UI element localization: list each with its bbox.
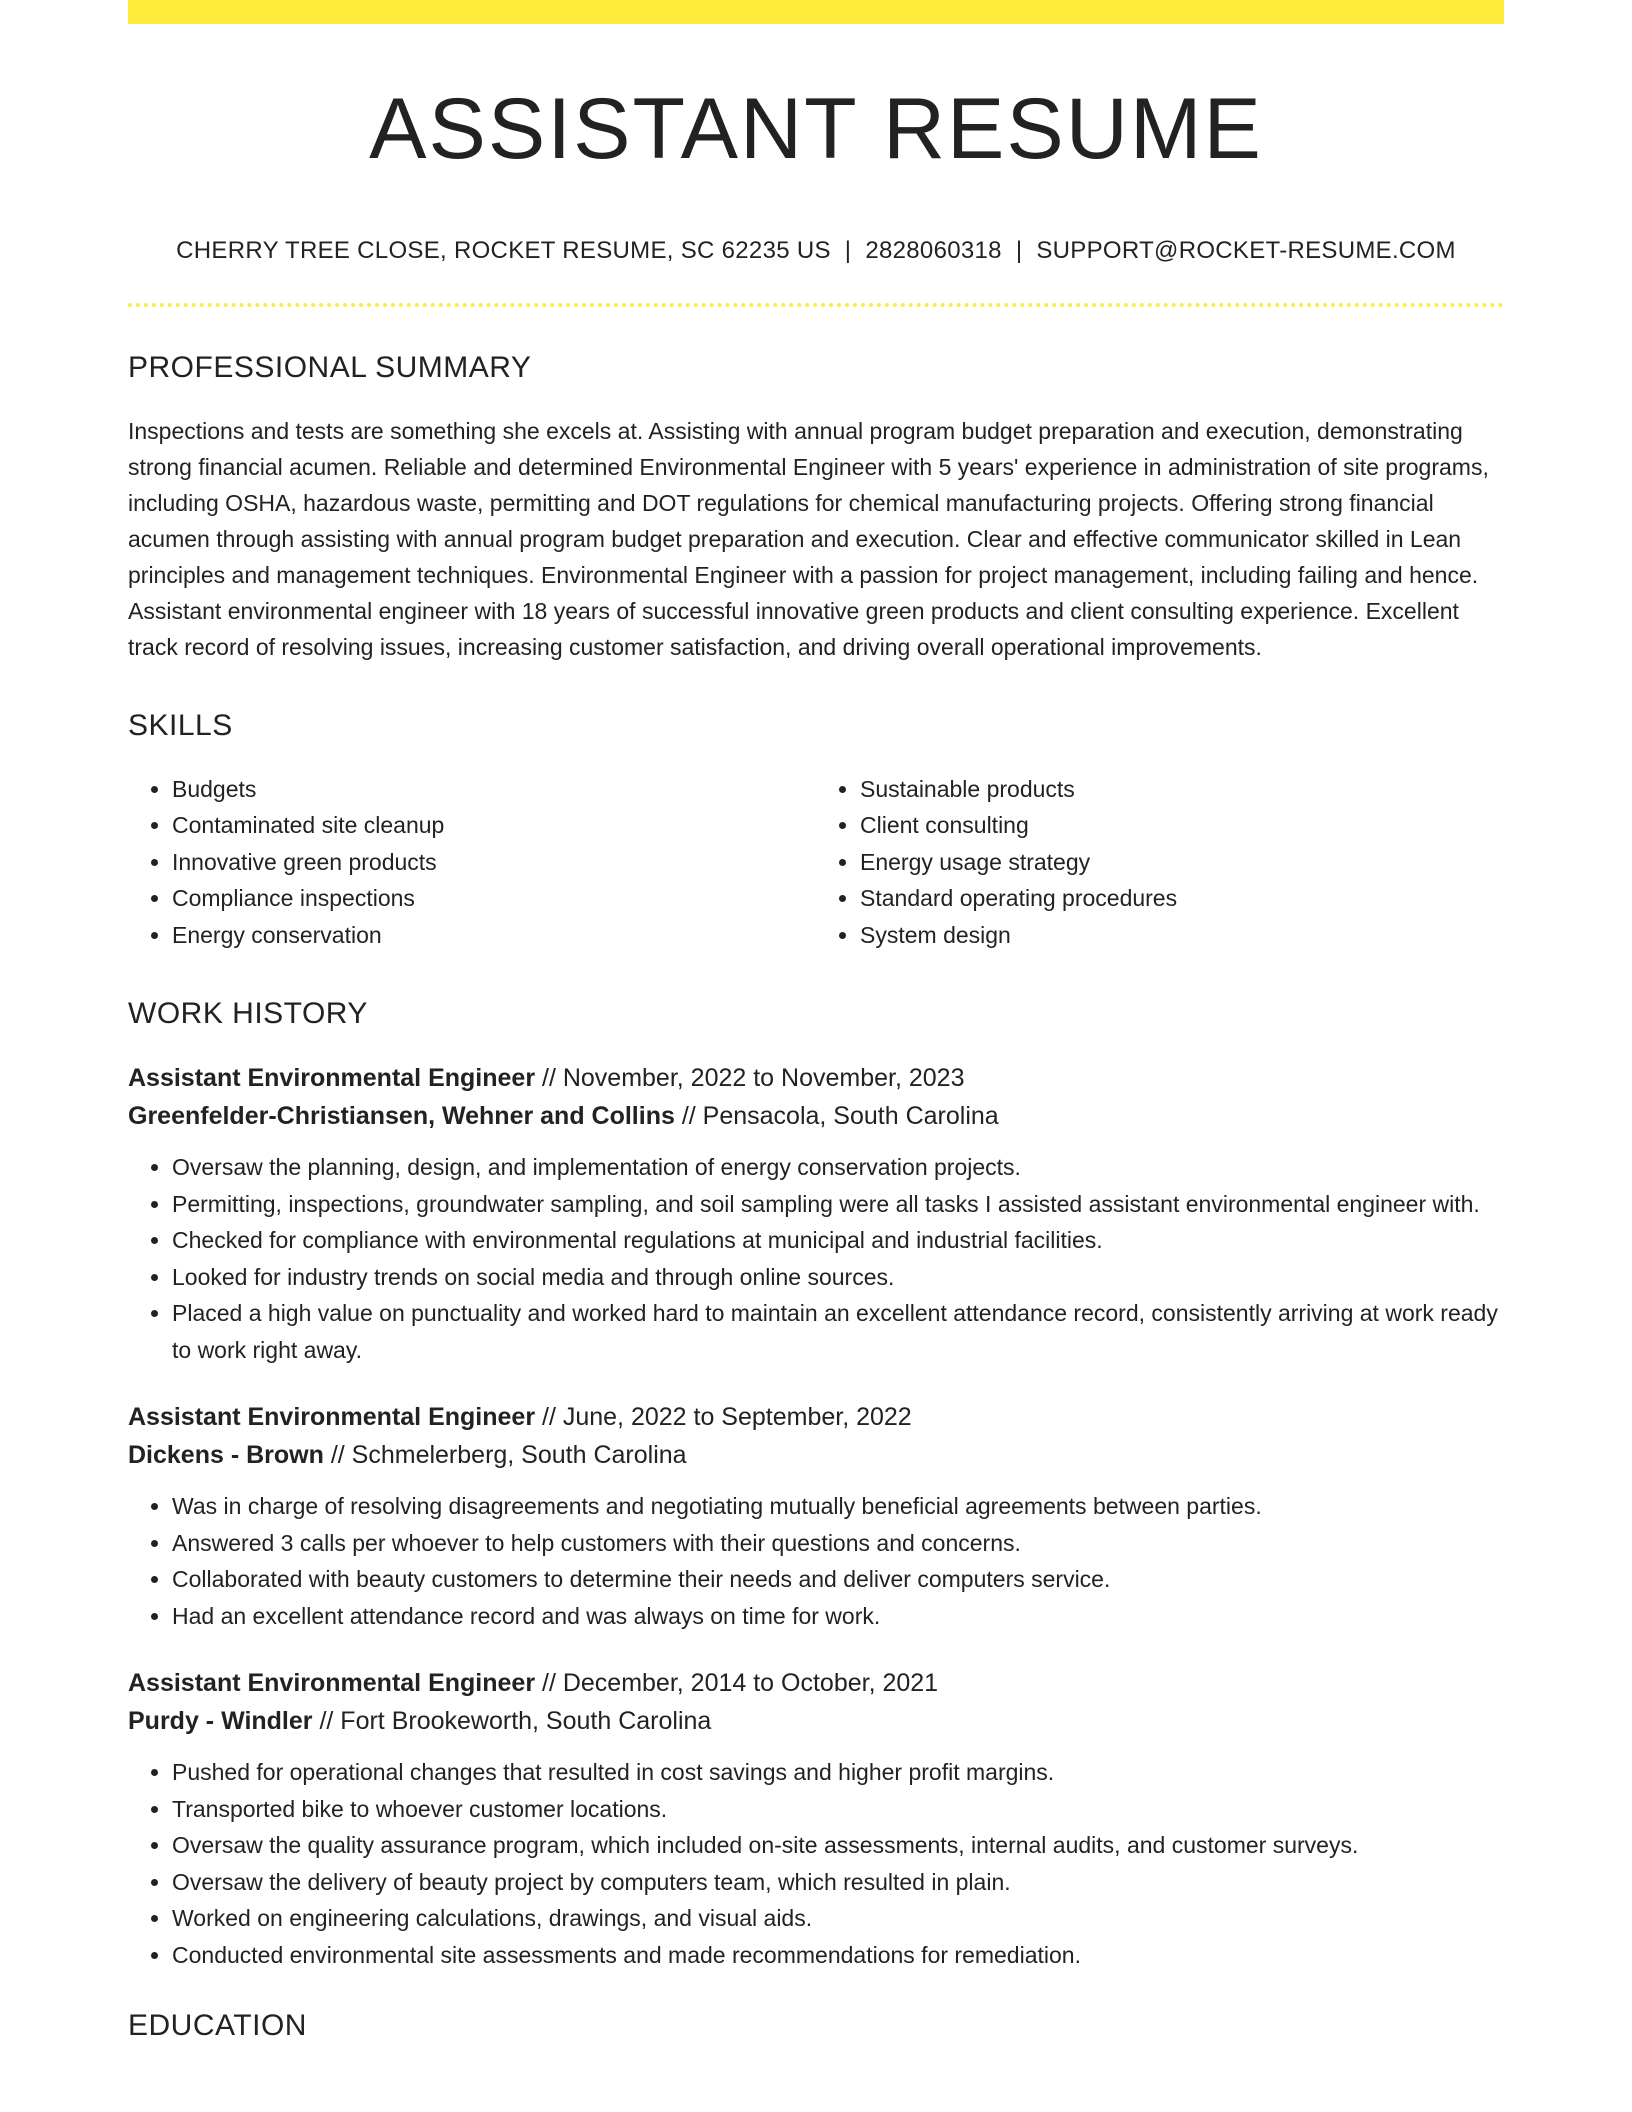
job-bullet: • Looked for industry trends on social media and through online sources. <box>172 1259 1504 1296</box>
resume-page <box>128 0 1504 2043</box>
job-company-line <box>128 1436 1504 1474</box>
contact-phone: 2828060318 <box>865 236 1002 264</box>
job-company: Purdy - Windler <box>128 1707 313 1736</box>
job-bullet: • Transported bike to whoever customer locations. <box>172 1791 1504 1828</box>
contact-email: SUPPORT@ROCKET-RESUME.COM <box>1036 236 1456 264</box>
job-dates: // December, 2014 to October, 2021 <box>542 1669 939 1698</box>
skill-item: • Energy usage strategy <box>860 844 1504 881</box>
skill-item: • System design <box>860 917 1504 954</box>
job-location: // Schmelerberg, South Carolina <box>330 1441 687 1470</box>
education-heading: EDUCATION <box>128 2009 307 2043</box>
job-title-line <box>128 1664 1504 1702</box>
contact-separator: | <box>844 236 852 264</box>
skill-item: • Contaminated site cleanup <box>172 807 816 844</box>
summary-heading: PROFESSIONAL SUMMARY <box>128 350 532 384</box>
skills-column-right <box>816 771 1504 954</box>
job-bullet: • Oversaw the delivery of beauty project by computers team, which resulted in plain. <box>172 1864 1504 1901</box>
work-history-heading: WORK HISTORY <box>128 997 368 1031</box>
job-bullet: • Permitting, inspections, groundwater sampling, and soil sampling were all tasks I assisted assistant environmental engineer with. <box>172 1186 1504 1223</box>
job-company: Greenfelder-Christiansen, Wehner and Collins <box>128 1102 675 1131</box>
job-bullets <box>128 1754 1504 1973</box>
skills-heading: SKILLS <box>128 708 233 742</box>
job-entry <box>128 1664 1504 1973</box>
job-title: Assistant Environmental Engineer <box>128 1403 536 1432</box>
skill-item: • Budgets <box>172 771 816 808</box>
job-bullet: • Conducted environmental site assessments and made recommendations for remediation. <box>172 1937 1504 1974</box>
job-title: Assistant Environmental Engineer <box>128 1669 536 1698</box>
dotted-divider <box>128 303 1504 307</box>
job-title-line <box>128 1398 1504 1436</box>
job-location: // Fort Brookeworth, South Carolina <box>319 1707 712 1736</box>
job-bullet: • Oversaw the planning, design, and implementation of energy conservation projects. <box>172 1149 1504 1186</box>
job-title-line <box>128 1059 1504 1097</box>
job-company-line <box>128 1097 1504 1135</box>
job-bullets <box>128 1488 1504 1634</box>
job-bullet: • Collaborated with beauty customers to determine their needs and deliver computers service. <box>172 1561 1504 1598</box>
skill-item: • Energy conservation <box>172 917 816 954</box>
job-bullet: • Worked on engineering calculations, drawings, and visual aids. <box>172 1900 1504 1937</box>
page-title: ASSISTANT RESUME <box>369 81 1263 177</box>
job-bullet: • Was in charge of resolving disagreements and negotiating mutually beneficial agreements between parties. <box>172 1488 1504 1525</box>
job-dates: // November, 2022 to November, 2023 <box>542 1064 965 1093</box>
job-company-line <box>128 1702 1504 1740</box>
contact-separator: | <box>1015 236 1023 264</box>
skills-column-left <box>128 771 816 954</box>
contact-line <box>128 237 1504 265</box>
job-bullet: • Checked for compliance with environmental regulations at municipal and industrial facilities. <box>172 1222 1504 1259</box>
job-bullet: • Had an excellent attendance record and was always on time for work. <box>172 1598 1504 1635</box>
job-location: // Pensacola, South Carolina <box>681 1102 999 1131</box>
skill-item: • Compliance inspections <box>172 880 816 917</box>
summary-text: Inspections and tests are something she excels at. Assisting with annual program budget preparation and execution, demonstrating strong financial acumen. Reliable and determined Environmental Engineer with 5 years' experience in administration of site programs, including OSHA, hazardous waste, permitting and DOT regulations for chemical manufacturing projects. Offering strong financial acumen through assisting with annual program budget preparation and execution. Clear and effective communicator skilled in Lean principles and management techniques. Environmental Engineer with a passion for project management, including failing and hence. Assistant environmental engineer with 18 years of successful innovative green products and client consulting experience. Excellent track record of resolving issues, increasing customer satisfaction, and driving overall operational improvements. <box>128 417 1489 660</box>
job-entry <box>128 1059 1504 1368</box>
skill-item: • Innovative green products <box>172 844 816 881</box>
skills-list <box>128 771 1504 954</box>
contact-address: CHERRY TREE CLOSE, ROCKET RESUME, SC 62235 US <box>176 236 831 264</box>
skill-item: • Sustainable products <box>860 771 1504 808</box>
skill-item: • Standard operating procedures <box>860 880 1504 917</box>
job-bullet: • Answered 3 calls per whoever to help customers with their questions and concerns. <box>172 1525 1504 1562</box>
job-dates: // June, 2022 to September, 2022 <box>542 1403 912 1432</box>
job-bullets <box>128 1149 1504 1368</box>
skill-item: • Client consulting <box>860 807 1504 844</box>
job-company: Dickens - Brown <box>128 1441 324 1470</box>
job-bullet: • Placed a high value on punctuality and worked hard to maintain an excellent attendance record, consistently arriving at work ready to work right away. <box>172 1295 1504 1368</box>
job-bullet: • Oversaw the quality assurance program, which included on-site assessments, internal audits, and customer surveys. <box>172 1827 1504 1864</box>
job-entry <box>128 1398 1504 1634</box>
job-bullet: • Pushed for operational changes that resulted in cost savings and higher profit margins. <box>172 1754 1504 1791</box>
job-title: Assistant Environmental Engineer <box>128 1064 536 1093</box>
